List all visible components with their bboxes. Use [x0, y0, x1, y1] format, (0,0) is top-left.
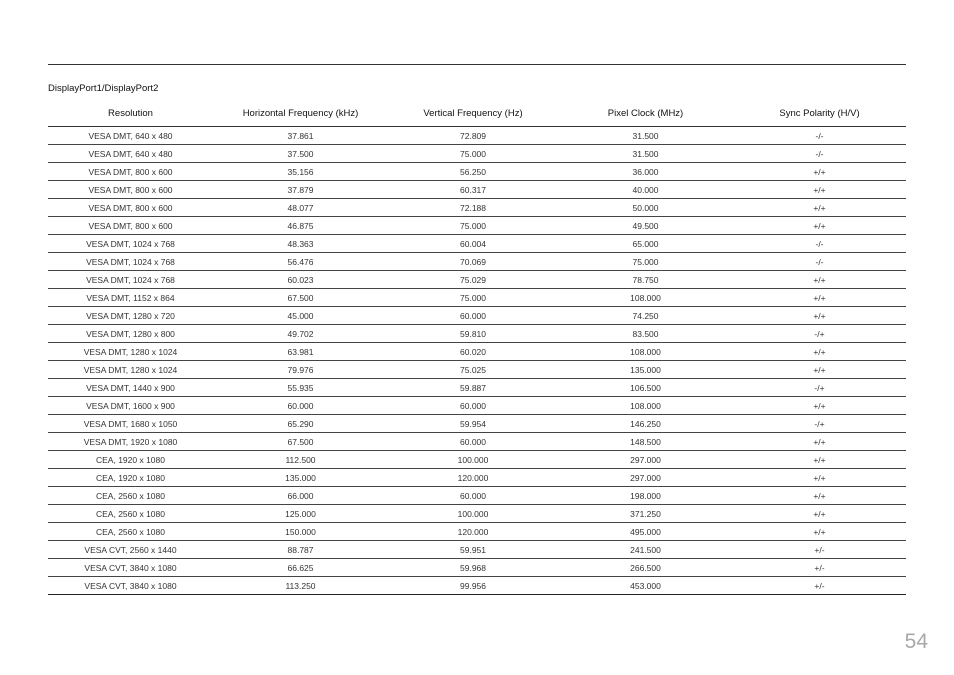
cell-vertical-frequency: 75.025: [388, 361, 558, 379]
cell-vertical-frequency: 60.000: [388, 433, 558, 451]
cell-horizontal-frequency: 37.879: [213, 181, 388, 199]
cell-pixel-clock: 78.750: [558, 271, 733, 289]
cell-pixel-clock: 148.500: [558, 433, 733, 451]
cell-vertical-frequency: 59.887: [388, 379, 558, 397]
page-number: 54: [904, 630, 928, 653]
table-row: [48, 505, 906, 523]
table-row: [48, 541, 906, 559]
cell-sync-polarity: +/+: [733, 307, 906, 325]
cell-sync-polarity: -/-: [733, 253, 906, 271]
cell-pixel-clock: 297.000: [558, 469, 733, 487]
cell-pixel-clock: 371.250: [558, 505, 733, 523]
cell-horizontal-frequency: 63.981: [213, 343, 388, 361]
table-header-row: [48, 100, 906, 127]
column-header-pixel-clock: Pixel Clock (MHz): [558, 100, 733, 127]
cell-pixel-clock: 108.000: [558, 289, 733, 307]
cell-sync-polarity: +/+: [733, 343, 906, 361]
cell-sync-polarity: +/+: [733, 505, 906, 523]
table-row: [48, 127, 906, 145]
table-row: [48, 289, 906, 307]
cell-horizontal-frequency: 135.000: [213, 469, 388, 487]
table-row: [48, 325, 906, 343]
cell-horizontal-frequency: 66.625: [213, 559, 388, 577]
column-header-sync-polarity: Sync Polarity (H/V): [733, 100, 906, 127]
cell-sync-polarity: +/-: [733, 577, 906, 595]
cell-sync-polarity: +/+: [733, 361, 906, 379]
cell-horizontal-frequency: 67.500: [213, 433, 388, 451]
cell-horizontal-frequency: 60.000: [213, 397, 388, 415]
cell-horizontal-frequency: 60.023: [213, 271, 388, 289]
cell-pixel-clock: 106.500: [558, 379, 733, 397]
table-row: [48, 415, 906, 433]
cell-horizontal-frequency: 79.976: [213, 361, 388, 379]
column-header-resolution: Resolution: [48, 100, 213, 127]
cell-resolution: VESA DMT, 1280 x 1024: [48, 361, 213, 379]
table-row: [48, 433, 906, 451]
cell-vertical-frequency: 100.000: [388, 451, 558, 469]
cell-sync-polarity: +/-: [733, 541, 906, 559]
cell-vertical-frequency: 59.968: [388, 559, 558, 577]
cell-resolution: VESA DMT, 1280 x 720: [48, 307, 213, 325]
cell-vertical-frequency: 60.004: [388, 235, 558, 253]
cell-pixel-clock: 453.000: [558, 577, 733, 595]
cell-resolution: VESA DMT, 1280 x 800: [48, 325, 213, 343]
cell-vertical-frequency: 75.029: [388, 271, 558, 289]
cell-vertical-frequency: 75.000: [388, 217, 558, 235]
cell-resolution: VESA DMT, 800 x 600: [48, 217, 213, 235]
column-header-horizontal-frequency: Horizontal Frequency (kHz): [213, 100, 388, 127]
cell-resolution: VESA DMT, 1024 x 768: [48, 253, 213, 271]
cell-pixel-clock: 241.500: [558, 541, 733, 559]
table-row: [48, 451, 906, 469]
cell-vertical-frequency: 60.020: [388, 343, 558, 361]
cell-resolution: VESA DMT, 1280 x 1024: [48, 343, 213, 361]
cell-sync-polarity: +/+: [733, 163, 906, 181]
cell-resolution: CEA, 2560 x 1080: [48, 523, 213, 541]
table-row: [48, 577, 906, 595]
cell-resolution: VESA CVT, 3840 x 1080: [48, 559, 213, 577]
cell-horizontal-frequency: 150.000: [213, 523, 388, 541]
cell-vertical-frequency: 56.250: [388, 163, 558, 181]
cell-vertical-frequency: 70.069: [388, 253, 558, 271]
cell-horizontal-frequency: 48.363: [213, 235, 388, 253]
cell-resolution: VESA DMT, 800 x 600: [48, 181, 213, 199]
cell-sync-polarity: -/-: [733, 145, 906, 163]
cell-resolution: CEA, 1920 x 1080: [48, 451, 213, 469]
cell-pixel-clock: 49.500: [558, 217, 733, 235]
table-row: [48, 163, 906, 181]
cell-sync-polarity: -/+: [733, 415, 906, 433]
cell-pixel-clock: 146.250: [558, 415, 733, 433]
cell-pixel-clock: 40.000: [558, 181, 733, 199]
cell-resolution: VESA DMT, 1024 x 768: [48, 271, 213, 289]
cell-vertical-frequency: 60.317: [388, 181, 558, 199]
table-row: [48, 199, 906, 217]
cell-vertical-frequency: 59.810: [388, 325, 558, 343]
cell-horizontal-frequency: 46.875: [213, 217, 388, 235]
cell-resolution: CEA, 2560 x 1080: [48, 505, 213, 523]
cell-vertical-frequency: 72.188: [388, 199, 558, 217]
cell-horizontal-frequency: 112.500: [213, 451, 388, 469]
cell-horizontal-frequency: 88.787: [213, 541, 388, 559]
section-title: DisplayPort1/DisplayPort2: [48, 83, 159, 94]
cell-sync-polarity: +/+: [733, 289, 906, 307]
cell-horizontal-frequency: 66.000: [213, 487, 388, 505]
cell-horizontal-frequency: 56.476: [213, 253, 388, 271]
cell-pixel-clock: 31.500: [558, 127, 733, 145]
cell-resolution: VESA DMT, 640 x 480: [48, 145, 213, 163]
top-rule: [48, 64, 906, 65]
table-row: [48, 469, 906, 487]
table-row: [48, 307, 906, 325]
cell-sync-polarity: +/-: [733, 559, 906, 577]
cell-horizontal-frequency: 37.500: [213, 145, 388, 163]
cell-resolution: VESA DMT, 800 x 600: [48, 199, 213, 217]
cell-pixel-clock: 83.500: [558, 325, 733, 343]
cell-resolution: VESA DMT, 1440 x 900: [48, 379, 213, 397]
cell-vertical-frequency: 59.954: [388, 415, 558, 433]
cell-sync-polarity: +/+: [733, 181, 906, 199]
cell-sync-polarity: +/+: [733, 199, 906, 217]
table-row: [48, 379, 906, 397]
cell-sync-polarity: +/+: [733, 271, 906, 289]
table-row: [48, 523, 906, 541]
cell-sync-polarity: +/+: [733, 487, 906, 505]
timing-table: [48, 100, 906, 595]
cell-horizontal-frequency: 37.861: [213, 127, 388, 145]
cell-resolution: VESA CVT, 2560 x 1440: [48, 541, 213, 559]
cell-resolution: VESA DMT, 1152 x 864: [48, 289, 213, 307]
cell-vertical-frequency: 75.000: [388, 289, 558, 307]
cell-resolution: CEA, 1920 x 1080: [48, 469, 213, 487]
cell-resolution: VESA DMT, 1024 x 768: [48, 235, 213, 253]
cell-pixel-clock: 36.000: [558, 163, 733, 181]
cell-horizontal-frequency: 65.290: [213, 415, 388, 433]
cell-pixel-clock: 108.000: [558, 343, 733, 361]
table-row: [48, 217, 906, 235]
cell-sync-polarity: -/+: [733, 379, 906, 397]
cell-vertical-frequency: 59.951: [388, 541, 558, 559]
cell-resolution: VESA DMT, 1600 x 900: [48, 397, 213, 415]
cell-pixel-clock: 31.500: [558, 145, 733, 163]
cell-resolution: VESA DMT, 1920 x 1080: [48, 433, 213, 451]
cell-vertical-frequency: 120.000: [388, 523, 558, 541]
cell-vertical-frequency: 60.000: [388, 487, 558, 505]
cell-sync-polarity: +/+: [733, 217, 906, 235]
cell-pixel-clock: 108.000: [558, 397, 733, 415]
cell-horizontal-frequency: 49.702: [213, 325, 388, 343]
cell-vertical-frequency: 120.000: [388, 469, 558, 487]
cell-horizontal-frequency: 67.500: [213, 289, 388, 307]
cell-horizontal-frequency: 48.077: [213, 199, 388, 217]
table-row: [48, 343, 906, 361]
cell-sync-polarity: -/-: [733, 235, 906, 253]
table-body: [48, 127, 906, 595]
cell-sync-polarity: -/-: [733, 127, 906, 145]
cell-pixel-clock: 75.000: [558, 253, 733, 271]
cell-resolution: VESA DMT, 800 x 600: [48, 163, 213, 181]
cell-pixel-clock: 65.000: [558, 235, 733, 253]
cell-sync-polarity: -/+: [733, 325, 906, 343]
cell-vertical-frequency: 60.000: [388, 397, 558, 415]
column-header-vertical-frequency: Vertical Frequency (Hz): [388, 100, 558, 127]
cell-resolution: CEA, 2560 x 1080: [48, 487, 213, 505]
table-row: [48, 271, 906, 289]
table-row: [48, 235, 906, 253]
cell-horizontal-frequency: 125.000: [213, 505, 388, 523]
cell-pixel-clock: 198.000: [558, 487, 733, 505]
cell-vertical-frequency: 99.956: [388, 577, 558, 595]
table-row: [48, 559, 906, 577]
cell-horizontal-frequency: 113.250: [213, 577, 388, 595]
cell-sync-polarity: +/+: [733, 523, 906, 541]
cell-vertical-frequency: 60.000: [388, 307, 558, 325]
cell-resolution: VESA CVT, 3840 x 1080: [48, 577, 213, 595]
cell-pixel-clock: 297.000: [558, 451, 733, 469]
cell-pixel-clock: 266.500: [558, 559, 733, 577]
cell-horizontal-frequency: 45.000: [213, 307, 388, 325]
cell-vertical-frequency: 100.000: [388, 505, 558, 523]
cell-pixel-clock: 50.000: [558, 199, 733, 217]
cell-pixel-clock: 74.250: [558, 307, 733, 325]
cell-pixel-clock: 495.000: [558, 523, 733, 541]
table-row: [48, 253, 906, 271]
cell-sync-polarity: +/+: [733, 469, 906, 487]
cell-sync-polarity: +/+: [733, 397, 906, 415]
cell-resolution: VESA DMT, 1680 x 1050: [48, 415, 213, 433]
table-row: [48, 487, 906, 505]
cell-horizontal-frequency: 55.935: [213, 379, 388, 397]
cell-vertical-frequency: 75.000: [388, 145, 558, 163]
table-row: [48, 361, 906, 379]
cell-vertical-frequency: 72.809: [388, 127, 558, 145]
table-row: [48, 145, 906, 163]
cell-sync-polarity: +/+: [733, 433, 906, 451]
table-row: [48, 397, 906, 415]
cell-pixel-clock: 135.000: [558, 361, 733, 379]
cell-sync-polarity: +/+: [733, 451, 906, 469]
cell-resolution: VESA DMT, 640 x 480: [48, 127, 213, 145]
table-row: [48, 181, 906, 199]
cell-horizontal-frequency: 35.156: [213, 163, 388, 181]
